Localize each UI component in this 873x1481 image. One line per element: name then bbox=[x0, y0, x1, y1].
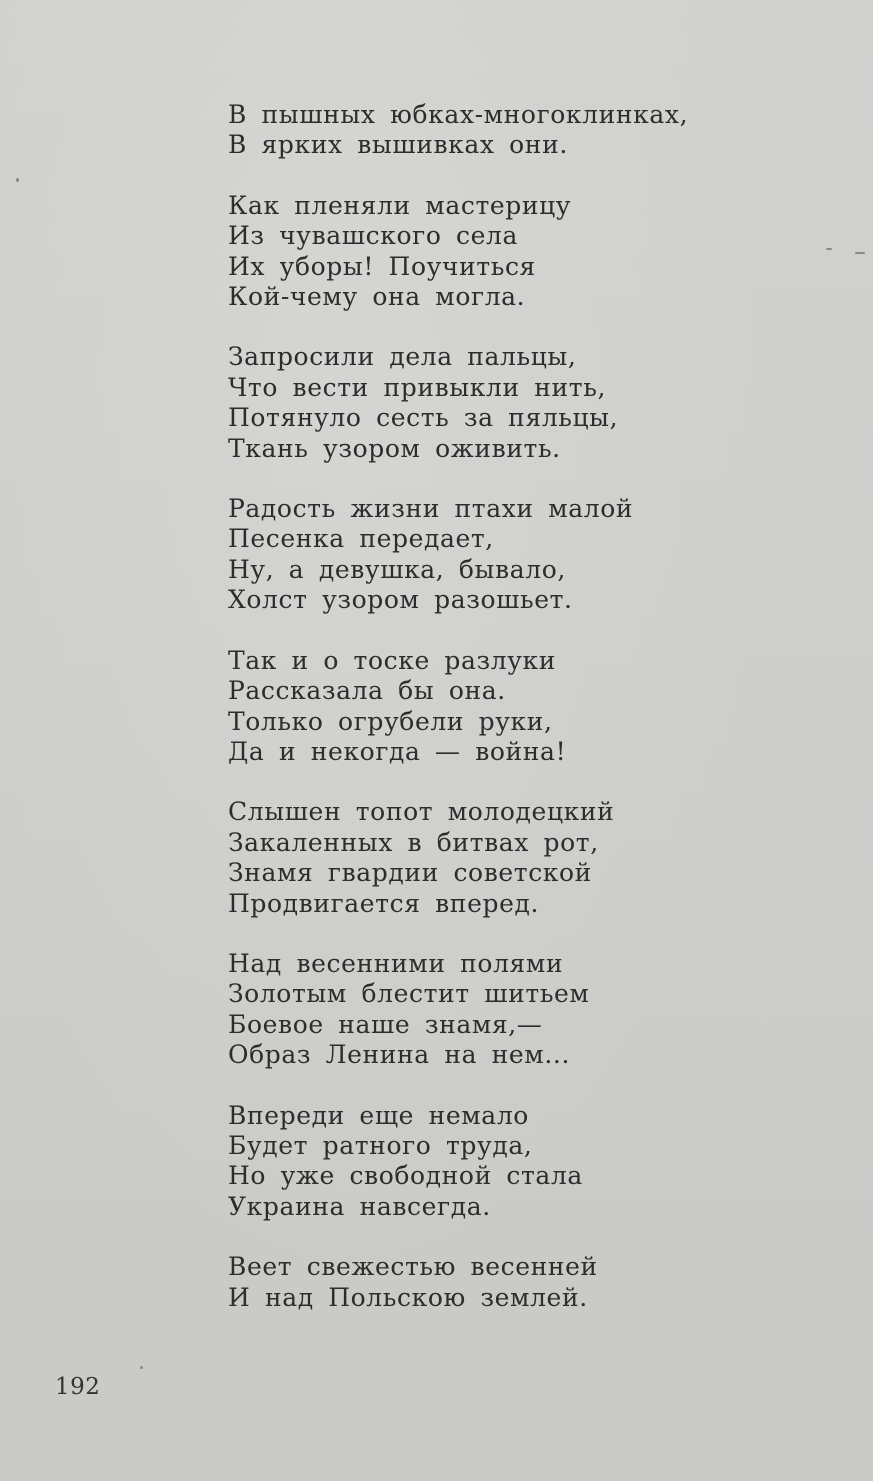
poem-line: Да и некогда — война! bbox=[228, 736, 567, 766]
poem-line: В пышных юбках-многоклинках, bbox=[228, 100, 689, 129]
poem-line: Ну, а девушка, бывало, bbox=[228, 554, 566, 584]
poem-line: Из чувашского села bbox=[228, 221, 518, 251]
poem-line: Знамя гвардии советской bbox=[228, 858, 592, 888]
poem-line: Будет ратного труда, bbox=[228, 1130, 533, 1160]
poem-line: Боевое наше знамя,— bbox=[228, 1009, 543, 1039]
poem-line: Над весенними полями bbox=[228, 948, 564, 978]
stanza bbox=[228, 494, 788, 616]
poem-line: Веет свежестью весенней bbox=[228, 1252, 598, 1282]
poem-line: Холст узором разошьет. bbox=[228, 585, 573, 615]
page-number: 192 bbox=[55, 1374, 101, 1400]
poem-line: Рассказала бы она. bbox=[228, 676, 506, 706]
stanza bbox=[228, 1252, 788, 1313]
paper-speck bbox=[826, 248, 832, 250]
poem-line: Только огрубели руки, bbox=[228, 706, 553, 736]
stanza bbox=[228, 646, 788, 768]
poem-line: Что вести привыкли нить, bbox=[228, 372, 606, 402]
poem-line: Потянуло сесть за пяльцы, bbox=[228, 403, 619, 433]
stanza bbox=[228, 342, 788, 464]
paper-speck bbox=[16, 178, 19, 182]
stanza bbox=[228, 797, 788, 919]
stanza bbox=[228, 949, 788, 1071]
poem-line: Песенка передает, bbox=[228, 524, 494, 554]
poem-line: Запросили дела пальцы, bbox=[228, 342, 577, 372]
poem-line: Радость жизни птахи малой bbox=[228, 494, 634, 524]
poem-line: Золотым блестит шитьем bbox=[228, 979, 590, 1009]
poem bbox=[228, 100, 788, 1343]
poem-line: Кой-чему она могла. bbox=[228, 282, 526, 312]
poem-line: Слышен топот молодецкий bbox=[228, 797, 615, 827]
stanza bbox=[228, 100, 788, 161]
poem-line: Впереди еще немало bbox=[228, 1100, 529, 1130]
poem-line: Закаленных в битвах рот, bbox=[228, 827, 599, 857]
poem-line: Так и о тоске разлуки bbox=[228, 645, 557, 675]
stanza bbox=[228, 191, 788, 313]
poem-line: Но уже свободной стала bbox=[228, 1161, 583, 1191]
poem-line: Их уборы! Поучиться bbox=[228, 251, 536, 281]
poem-line: Продвигается вперед. bbox=[228, 888, 540, 918]
stanza bbox=[228, 1101, 788, 1223]
poem-line: В ярких вышивках они. bbox=[228, 130, 568, 160]
poem-line: Ткань узором оживить. bbox=[228, 433, 561, 463]
paper-speck bbox=[140, 1366, 143, 1369]
poem-line: Как пленяли мастерицу bbox=[228, 190, 572, 220]
poem-line: Украина навсегда. bbox=[228, 1191, 491, 1221]
poem-line: И над Польскою землей. bbox=[228, 1282, 588, 1312]
paper-speck bbox=[855, 252, 865, 254]
poem-line: Образ Ленина на нем... bbox=[228, 1040, 570, 1070]
